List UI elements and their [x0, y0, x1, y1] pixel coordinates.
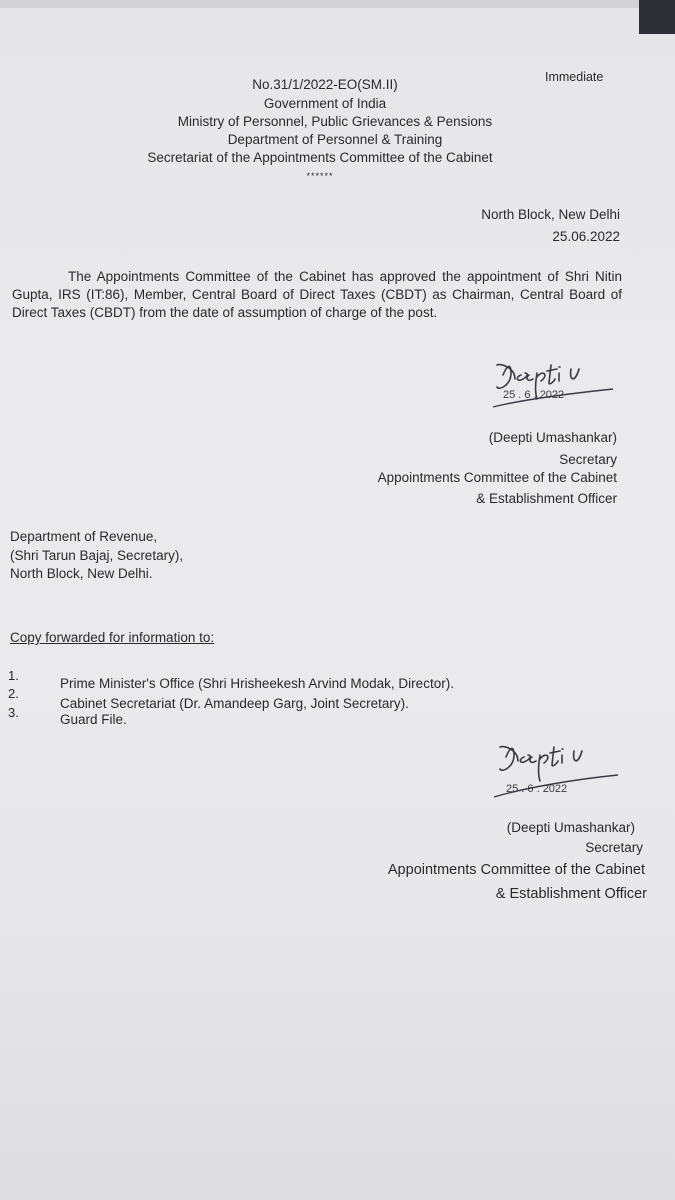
copy-item-2-text: Cabinet Secretariat (Dr. Amandeep Garg, Joint Secretary). — [60, 696, 409, 711]
recipient-line-3: North Block, New Delhi. — [10, 566, 153, 581]
copy-item-2-number: 2. — [8, 686, 19, 701]
signatory-1-title: Secretary — [559, 452, 617, 467]
department-line: Department of Personnel & Training — [227, 132, 443, 147]
place-line: North Block, New Delhi — [481, 207, 620, 222]
body-paragraph: The Appointments Committee of the Cabinet has approved the appointment of Shri Nitin Gupta, IRS (IT:86), Member, Central Board of Direct Taxes (CBDT) as Chairman, Central Board of Direct Taxes (CBDT) from the date of assumption of charge of the post. — [12, 269, 622, 320]
page-top-edge — [0, 0, 675, 8]
signatory-2-org: Appointments Committee of the Cabinet — [387, 862, 645, 878]
signature-1 — [485, 355, 635, 425]
copy-item-3-number: 3. — [8, 705, 19, 720]
priority-mark: Immediate — [545, 70, 604, 84]
copy-item-3-text: Guard File. — [60, 712, 127, 727]
signature-1-date: 25 . 6 . 2022 — [503, 389, 565, 401]
ministry-line: Ministry of Personnel, Public Grievances & Pensions — [177, 114, 493, 129]
signature-2-handwriting — [488, 735, 638, 815]
signatory-1-org: Appointments Committee of the Cabinet — [377, 470, 617, 485]
recipient-line-1: Department of Revenue, — [10, 529, 158, 544]
government-line: Government of India — [263, 96, 387, 111]
separator-stars: ****** — [306, 171, 334, 181]
copy-item-1-text: Prime Minister's Office (Shri Hrisheekesh Arvind Modak, Director). — [60, 676, 454, 691]
signatory-2-role: & Establishment Officer — [495, 886, 647, 902]
signatory-2-title: Secretary — [585, 840, 643, 855]
signatory-1-name: (Deepti Umashankar) — [488, 430, 617, 445]
signature-2-date: 25 . 6 . 2022 — [506, 783, 568, 795]
signature-2 — [488, 735, 638, 815]
signatory-2-name: (Deepti Umashankar) — [506, 820, 635, 835]
copy-item-1-number: 1. — [8, 668, 19, 683]
dark-background-corner — [639, 0, 675, 34]
recipient-line-2: (Shri Tarun Bajaj, Secretary), — [10, 548, 184, 563]
file-number: No.31/1/2022-EO(SM.II) — [252, 77, 398, 92]
secretariat-line: Secretariat of the Appointments Committee of the Cabinet — [147, 150, 493, 165]
copy-heading: Copy forwarded for information to: — [10, 630, 215, 645]
date-line: 25.06.2022 — [552, 229, 620, 244]
signatory-1-role: & Establishment Officer — [476, 491, 617, 506]
